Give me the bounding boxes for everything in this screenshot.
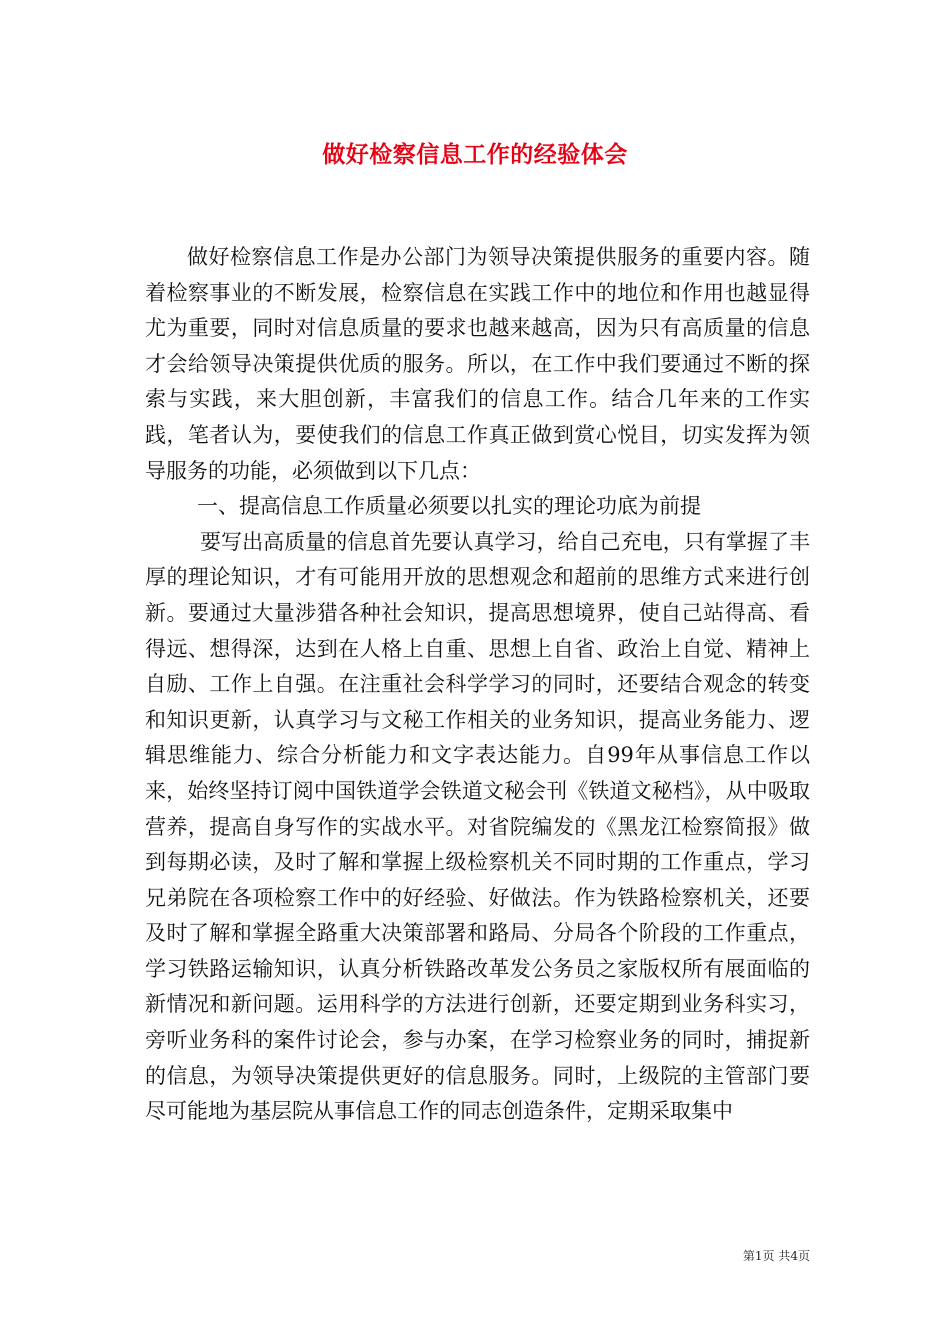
paragraph-intro: 做好检察信息工作是办公部门为领导决策提供服务的重要内容。随着检察事业的不断发展，检察信息在实践工作中的地位和作用也越显得尤为重要，同时对信息质量的要求也越来越高，因为只有高质量的信息才会给领导决策提供优质的服务。所以，在工作中我们要通过不断的探索与实践，来大胆创新，丰富我们的信息工作。结合几年来的工作实践，笔者认为，要使我们的信息工作真正做到赏心悦目，切实发挥为领导服务的功能，必须做到以下几点：: [145, 245, 810, 483]
page-mid: 页 共: [762, 1249, 791, 1263]
page-suffix: 页: [797, 1249, 810, 1263]
page-prefix: 第: [742, 1249, 755, 1263]
page-total: 4: [790, 1249, 798, 1263]
paragraph-section-1: 要写出高质量的信息首先要认真学习，给自己充电，只有掌握了丰厚的理论知识，才有可能用开放的思想观念和超前的思维方式来进行创新。要通过大量涉猎各种社会知识，提高思想境界，使自己站得高、看得远、想得深，达到在人格上自重、思想上自省、政治上自觉、精神上自励、工作上自强。在注重社会科学学习的同时，还要结合观念的转变和知识更新，认真学习与文秘工作相关的业务知识，提高业务能力、逻辑思维能力、综合分析能力和文字表达能力。自99年从事信息工作以来，始终坚持订阅中国铁道学会铁道文秘会刊《铁道文秘档》，从中吸取营养，提高自身写作的实战水平。对省院编发的《黑龙江检察简报》做到每期必读，及时了解和掌握上级检察机关不同时期的工作重点，学习兄弟院在各项检察工作中的好经验、好做法。作为铁路检察机关，还要及时了解和掌握全路重大决策部署和路局、分局各个阶段的工作重点，学习铁路运输知识，认真分析铁路改革发公务员之家版权所有展面临的新情况和新问题。运用科学的方法进行创新，还要定期到业务科实习，旁听业务科的案件讨论会，参与办案，在学习检察业务的同时，捕捉新的信息，为领导决策提供更好的信息服务。同时，上级院的主管部门要尽可能地为基层院从事信息工作的同志创造条件，定期采取集中: [145, 529, 810, 1124]
document-body: [145, 240, 810, 1130]
page-footer: [0, 1247, 810, 1264]
page-current: 1: [754, 1249, 763, 1263]
document-title: 做好检察信息工作的经验体会: [322, 141, 628, 168]
section-heading-1: 一、提高信息工作质量必须要以扎实的理论功底为前提: [197, 494, 701, 519]
